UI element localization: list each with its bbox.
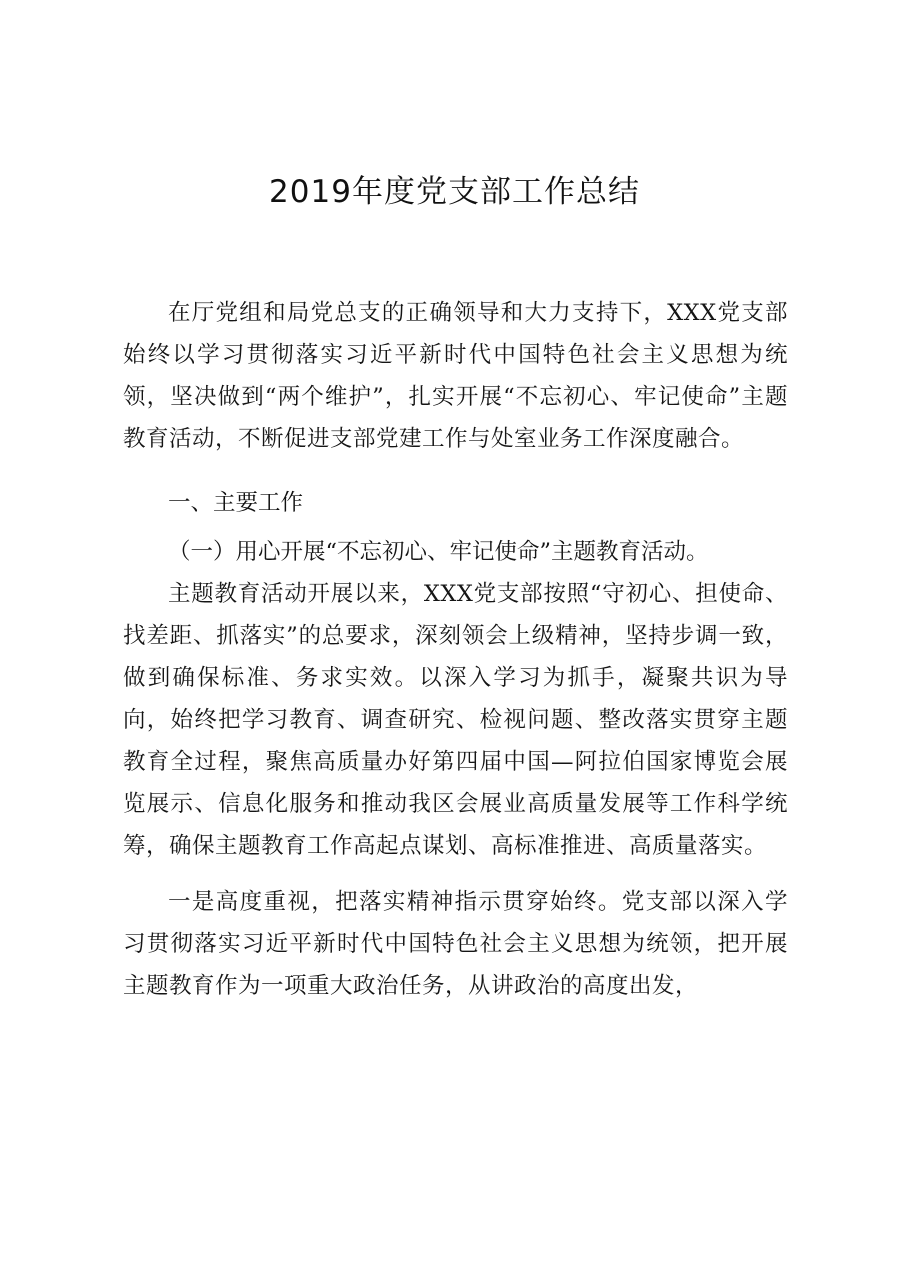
subsection-heading-theme-education: （一）用心开展“不忘初心、牢记使命”主题教育活动。	[168, 539, 709, 565]
document-title: 2019年度党支部工作总结	[269, 174, 640, 210]
attention-paragraph: 一是高度重视，把落实精神指示贯穿始终。党支部以深入学习贯彻落实习近平新时代中国特色社会主义思想为统领，把开展主题教育作为一项重大政治任务，从讲政治的高度出发，	[123, 889, 788, 999]
theme-education-paragraph: 主题教育活动开展以来，XXX党支部按照“守初心、担使命、找差距、抓落实”的总要求，深刻领会上级精神，坚持步调一致，做到确保标准、务求实效。以深入学习为抓手，凝聚共识为导向，始终把学习教育、调查研究、检视问题、整改落实贯穿主题教育全过程，聚焦高质量办好第四届中国—阿拉伯国家博览会展览展示、信息化服务和推动我区会展业高质量发展等工作科学统筹，确保主题教育工作高起点谋划、高标准推进、高质量落实。	[123, 581, 788, 859]
intro-paragraph: 在厅党组和局党总支的正确领导和大力支持下，XXX党支部始终以学习贯彻落实习近平新时代中国特色社会主义思想为统领，坚决做到“两个维护”，扎实开展“不忘初心、牢记使命”主题教育活动，不断促进支部党建工作与处室业务工作深度融合。	[123, 300, 788, 452]
document-body	[123, 292, 788, 1007]
section-heading-main-work: 一、主要工作	[168, 490, 304, 516]
